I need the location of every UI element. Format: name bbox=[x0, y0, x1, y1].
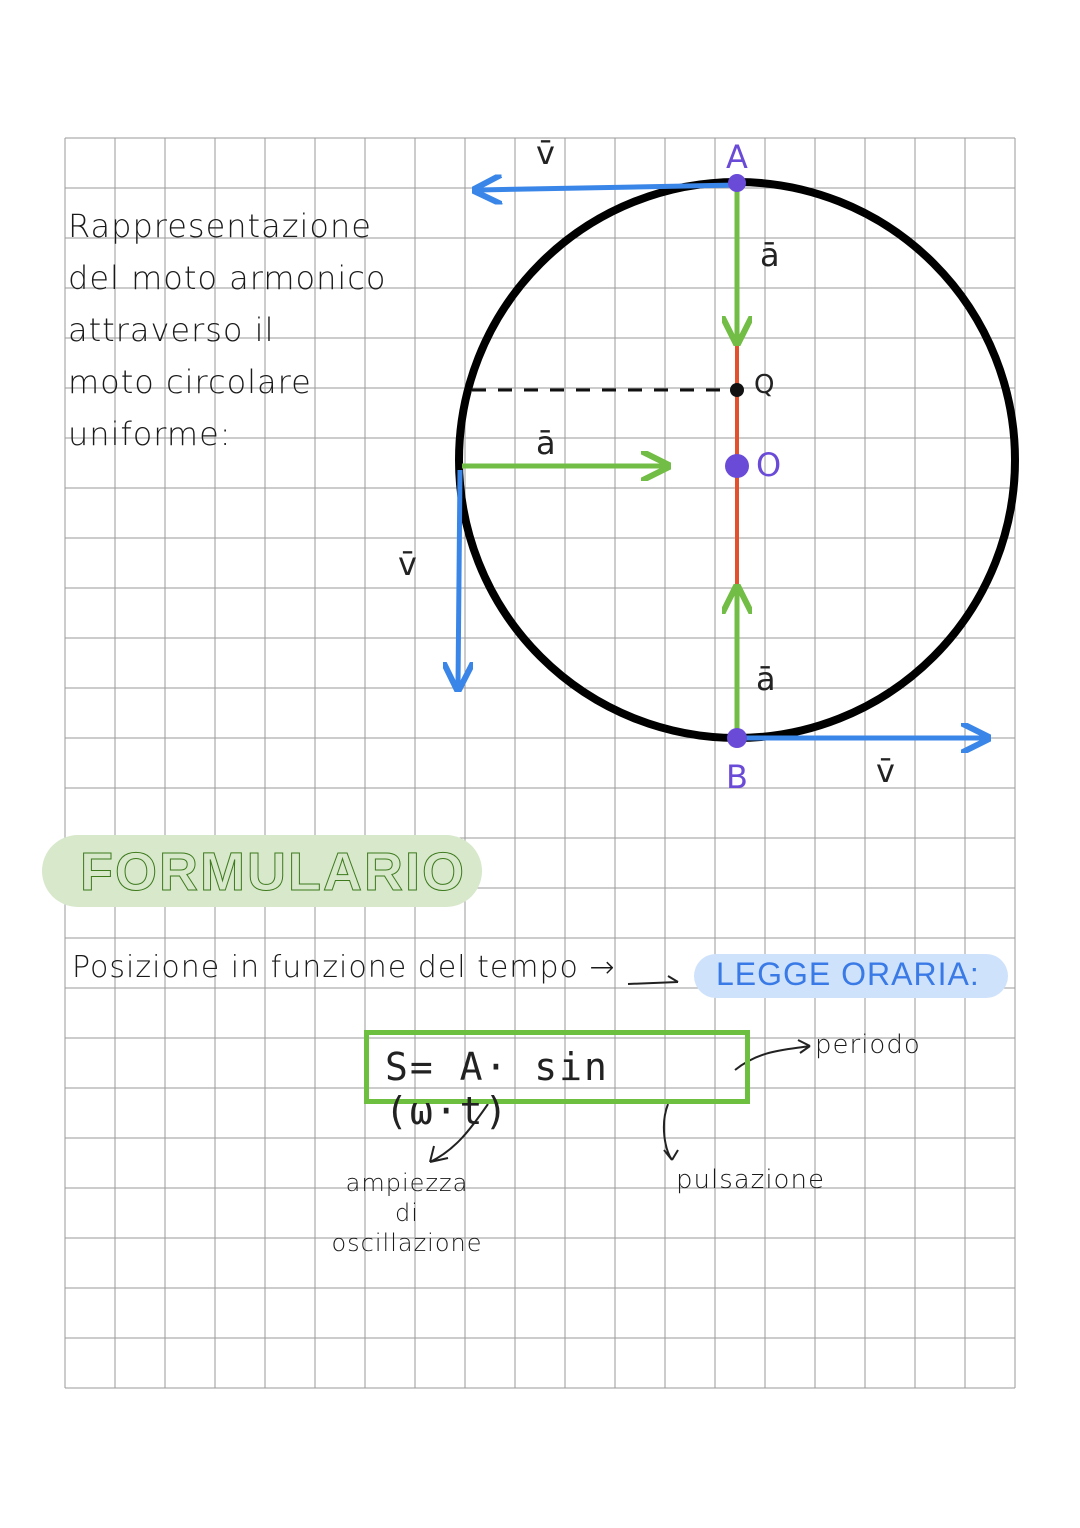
velocity-arrow-top bbox=[478, 185, 737, 190]
point-o-label: O bbox=[756, 446, 782, 484]
position-label: Posizione in funzione del tempo → bbox=[72, 950, 616, 985]
intro-line: attraverso il bbox=[68, 311, 275, 349]
velocity-label-top: v̄ bbox=[536, 134, 555, 172]
intro-line: del moto armonico bbox=[68, 259, 387, 297]
amplitude-annotation bbox=[322, 1168, 492, 1258]
point-a-dot bbox=[728, 174, 746, 192]
point-q-label: Q bbox=[754, 370, 775, 400]
intro-line: Rappresentazione bbox=[68, 207, 372, 245]
position-arrow-line bbox=[628, 976, 678, 984]
velocity-label-left: v̄ bbox=[398, 545, 417, 583]
point-b-label: B bbox=[726, 758, 748, 796]
velocity-arrow-left bbox=[458, 470, 460, 686]
law-label: LEGGE ORARIA: bbox=[716, 956, 980, 992]
point-a-label: A bbox=[726, 138, 748, 176]
point-o-dot bbox=[725, 454, 749, 478]
intro-text bbox=[68, 200, 468, 460]
acceleration-label-top: ā bbox=[760, 236, 780, 274]
point-b-dot bbox=[727, 728, 747, 748]
point-q-dot bbox=[730, 383, 744, 397]
section-title: FORMULARIO bbox=[80, 842, 466, 902]
amplitude-line: di oscillazione bbox=[331, 1199, 483, 1257]
amplitude-line: ampiezza bbox=[345, 1169, 469, 1197]
section-title-highlight bbox=[42, 835, 482, 907]
period-annotation: periodo bbox=[815, 1030, 921, 1060]
intro-line: uniforme: bbox=[68, 415, 232, 453]
formula-box bbox=[364, 1030, 750, 1133]
law-highlight bbox=[694, 954, 1008, 998]
pulsation-annotation: pulsazione bbox=[676, 1165, 825, 1195]
intro-line: moto circolare bbox=[68, 363, 312, 401]
acceleration-label-bottom: ā bbox=[756, 660, 776, 698]
velocity-label-bottom: v̄ bbox=[876, 752, 895, 790]
acceleration-label-middle: ā bbox=[536, 424, 556, 462]
formula-text: S= A· sin (ω·t) bbox=[385, 1045, 609, 1133]
